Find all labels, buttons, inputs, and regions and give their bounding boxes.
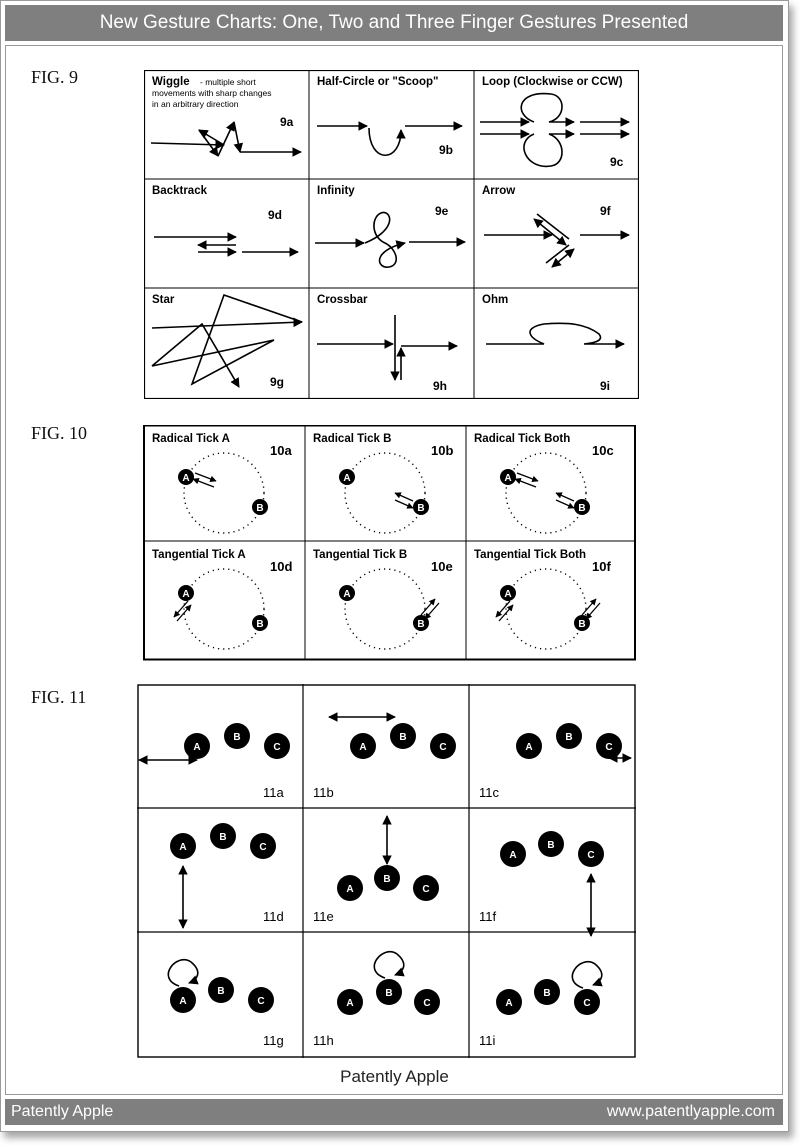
cell-id: 11h [313, 1033, 334, 1048]
finger-a [178, 469, 194, 485]
finger-b [413, 499, 429, 515]
cell-title: Star [152, 294, 175, 306]
finger-a [500, 841, 526, 867]
cell-title: Tangential Tick B [313, 549, 408, 561]
finger-b [374, 865, 400, 891]
gesture-circle [345, 569, 425, 649]
gesture-path [199, 130, 224, 145]
fig11-cell-11h [313, 952, 440, 1048]
finger-c-label: C [439, 742, 447, 753]
finger-a [337, 989, 363, 1015]
cell-id: 11b [313, 785, 334, 800]
finger-a [500, 585, 516, 601]
gesture-arrow [552, 249, 574, 267]
gesture-path [524, 134, 574, 166]
finger-a-label: A [179, 996, 187, 1007]
finger-a-label: A [182, 473, 190, 484]
tick-arrow [425, 603, 439, 619]
finger-b [556, 723, 582, 749]
credit-text: Patently Apple [340, 1067, 449, 1086]
finger-b-label: B [417, 503, 425, 514]
cell-id: 9a [280, 115, 294, 129]
cell-title: Radical Tick B [313, 433, 392, 445]
cell-id: 11g [263, 1033, 284, 1048]
cell-desc: movements with sharp changes [152, 88, 272, 98]
tick-arrow [517, 473, 538, 481]
gesture-path [234, 122, 240, 152]
finger-c [578, 841, 604, 867]
tick-arrow [515, 479, 536, 487]
fig10-cell-10e [313, 549, 453, 649]
finger-a [178, 585, 194, 601]
gesture-path [365, 212, 405, 267]
fig9-cell-9d [152, 185, 298, 252]
gesture-path [369, 128, 401, 155]
cell-id: 10d [270, 559, 293, 574]
cell-title: Crossbar [317, 294, 368, 306]
finger-c [596, 733, 622, 759]
fig10-cell-10c [474, 433, 614, 533]
gesture-path [152, 324, 239, 387]
finger-a-label: A [509, 850, 517, 861]
fig9-label: FIG. 9 [31, 67, 79, 87]
finger-b-label: B [256, 503, 264, 514]
gesture-circle [506, 453, 586, 533]
finger-b-label: B [233, 732, 241, 743]
fig11-cell-11e [313, 816, 439, 924]
fig11-cell-11g [168, 960, 283, 1048]
finger-b [252, 499, 268, 515]
cell-title: Radical Tick A [152, 433, 230, 445]
finger-b-label: B [417, 619, 425, 630]
finger-a [350, 733, 376, 759]
finger-c [264, 733, 290, 759]
finger-b [210, 823, 236, 849]
tick-arrow [395, 493, 413, 501]
finger-a [184, 733, 210, 759]
finger-c-label: C [583, 998, 591, 1009]
fig11-cell-11f [479, 831, 604, 936]
finger-b-label: B [385, 988, 393, 999]
tick-arrow [586, 603, 600, 619]
fig9-cell-9f [482, 185, 629, 267]
gesture-circle [184, 453, 264, 533]
fig10-cell-10f [474, 549, 611, 649]
finger-b-label: B [217, 986, 225, 997]
tick-arrow [193, 479, 214, 487]
cell-title: Arrow [482, 185, 516, 197]
finger-c [248, 987, 274, 1013]
finger-a [500, 469, 516, 485]
tick-arrow [177, 605, 191, 621]
finger-a-label: A [346, 998, 354, 1009]
tick-arrow [496, 601, 510, 617]
cell-id: 10f [592, 559, 611, 574]
finger-b-label: B [578, 503, 586, 514]
fig10-cell-10d [152, 549, 292, 649]
finger-b [252, 615, 268, 631]
finger-a [170, 987, 196, 1013]
cell-id: 11f [479, 909, 497, 924]
cell-id: 10b [431, 443, 454, 458]
cell-id: 9c [610, 155, 624, 169]
finger-a [339, 469, 355, 485]
gesture-arrow [546, 245, 569, 263]
footer-bar [5, 1099, 783, 1125]
cell-id: 11a [263, 785, 284, 800]
gesture-path [521, 94, 574, 122]
fig11-cell-11i [479, 962, 602, 1048]
tick-arrow [421, 599, 435, 615]
finger-b-label: B [543, 988, 551, 999]
fig9-cell-9g [152, 294, 302, 389]
tick-arrow [174, 601, 188, 617]
finger-b-label: B [219, 832, 227, 843]
finger-c-label: C [423, 998, 431, 1009]
finger-b [534, 979, 560, 1005]
finger-b [574, 499, 590, 515]
fig11-cell-11a [139, 723, 290, 800]
finger-b [390, 723, 416, 749]
finger-a-label: A [343, 589, 351, 600]
cell-title: Tangential Tick A [152, 549, 246, 561]
rotate-arrow [572, 962, 601, 988]
finger-b-label: B [547, 840, 555, 851]
finger-a [337, 875, 363, 901]
finger-b [376, 979, 402, 1005]
cell-title: Wiggle [152, 76, 190, 88]
finger-a-label: A [525, 742, 533, 753]
fig9-cell-9c [480, 76, 629, 169]
cell-id: 9f [600, 204, 611, 218]
fig9-cell-9i [482, 294, 624, 393]
finger-c-label: C [422, 884, 430, 895]
finger-a [516, 733, 542, 759]
finger-a-label: A [504, 589, 512, 600]
finger-a-label: A [346, 884, 354, 895]
tick-arrow [195, 473, 216, 481]
page-title: New Gesture Charts: One, Two and Three Finger Gestures Presented [5, 5, 783, 41]
finger-b-label: B [383, 874, 391, 885]
finger-c-label: C [587, 850, 595, 861]
cell-id: 11d [263, 909, 284, 924]
finger-c [413, 875, 439, 901]
gesture-path [218, 122, 234, 156]
fig10-cell-10a [152, 433, 292, 533]
cell-title: Ohm [482, 294, 509, 306]
finger-c-label: C [605, 742, 613, 753]
fig11-label: FIG. 11 [31, 687, 87, 707]
rotate-arrow [374, 952, 403, 978]
finger-c-label: C [257, 996, 265, 1007]
finger-b-label: B [565, 732, 573, 743]
fig11-grid [137, 684, 636, 1058]
fig10-grid [141, 425, 637, 662]
tick-arrow [395, 500, 413, 508]
fig9-grid [144, 70, 639, 399]
fig10-cell-10b [313, 433, 453, 533]
fig10-border [144, 426, 635, 660]
tick-arrow [556, 500, 574, 508]
cell-title: Tangential Tick Both [474, 549, 587, 561]
finger-a-label: A [343, 473, 351, 484]
finger-c [430, 733, 456, 759]
footer-url: www.patentlyapple.com [606, 1103, 775, 1120]
cell-id: 10a [270, 443, 292, 458]
finger-b-label: B [399, 732, 407, 743]
finger-c [574, 989, 600, 1015]
fig9-cell-9h [317, 294, 457, 393]
cell-id: 10e [431, 559, 453, 574]
finger-a-label: A [504, 473, 512, 484]
gesture-circle [184, 569, 264, 649]
finger-a-label: A [182, 589, 190, 600]
finger-a [496, 989, 522, 1015]
footer-brand: Patently Apple [11, 1103, 114, 1120]
cell-id: 9b [439, 143, 454, 157]
tick-arrow [582, 599, 596, 615]
cell-id: 9h [433, 379, 448, 393]
gesture-path [151, 143, 224, 145]
finger-c [414, 989, 440, 1015]
cell-id: 11e [313, 909, 334, 924]
fig10-label: FIG. 10 [31, 423, 88, 443]
cell-id: 11i [479, 1033, 496, 1048]
finger-c [250, 833, 276, 859]
finger-b-label: B [578, 619, 586, 630]
finger-b [224, 723, 250, 749]
fig11-cell-11d [170, 823, 284, 928]
cell-desc: in an arbitrary direction [152, 99, 239, 109]
cell-title: Half-Circle or "Scoop" [317, 76, 439, 88]
finger-a-label: A [179, 842, 187, 853]
fig9-cell-9a [151, 76, 301, 156]
finger-c-label: C [259, 842, 267, 853]
gesture-circle [506, 569, 586, 649]
finger-a-label: A [359, 742, 367, 753]
gesture-path [199, 130, 218, 156]
fig9-cell-9b [317, 76, 462, 157]
cell-title: Radical Tick Both [474, 433, 571, 445]
finger-b [208, 977, 234, 1003]
cell-title: Infinity [317, 185, 355, 197]
gesture-circle [345, 453, 425, 533]
star-stroke [152, 295, 302, 384]
finger-c-label: C [273, 742, 281, 753]
finger-a-label: A [505, 998, 513, 1009]
gesture-path [152, 322, 302, 328]
finger-a [339, 585, 355, 601]
cell-desc: - multiple short [200, 77, 256, 87]
finger-a-label: A [193, 742, 201, 753]
cell-id: 9d [268, 208, 283, 222]
cell-title: Backtrack [152, 185, 207, 197]
cell-id: 10c [592, 443, 614, 458]
finger-b-label: B [256, 619, 264, 630]
tick-arrow [499, 605, 513, 621]
tick-arrow [556, 493, 574, 501]
cell-id: 11c [479, 785, 499, 800]
cell-id: 9i [600, 379, 611, 393]
fig9-cell-9e [315, 185, 465, 267]
cell-id: 9g [270, 375, 285, 389]
fig11-cell-11c [479, 723, 631, 800]
rotate-arrow [168, 960, 197, 986]
gesture-path [486, 323, 624, 344]
cell-id: 9e [435, 204, 449, 218]
cell-title: Loop (Clockwise or CCW) [482, 76, 623, 88]
finger-b [538, 831, 564, 857]
finger-a [170, 833, 196, 859]
fig11-cell-11b [313, 717, 456, 800]
